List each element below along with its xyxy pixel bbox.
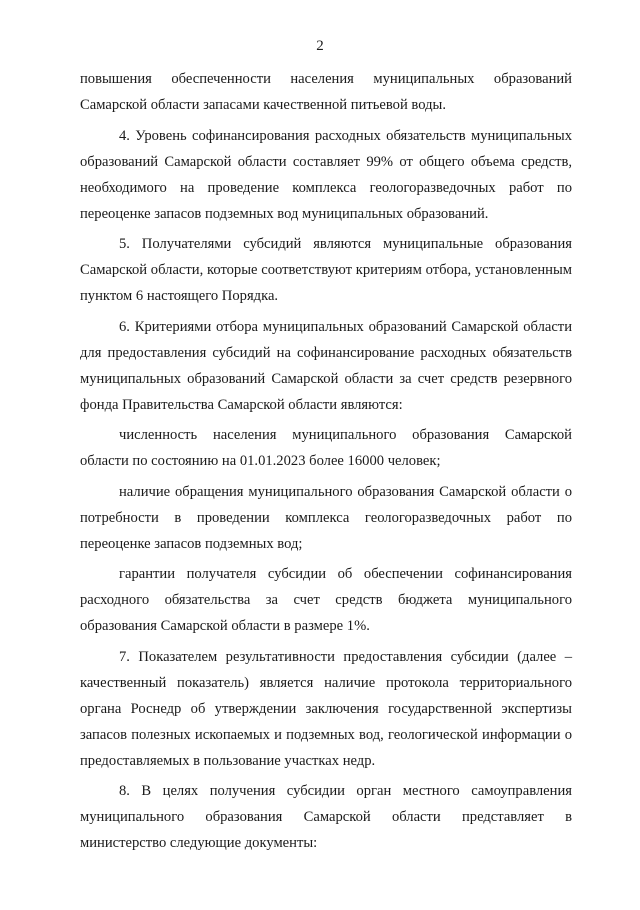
paragraph-continuation: повышения обеспеченности населения муниципальных образований Самарской области запасами качественной питьевой воды. (80, 71, 572, 113)
criterion-request: наличие обращения муниципального образования Самарской области о потребности в проведении комплекса геологоразведочных работ по переоценке запасов подземных вод; (80, 483, 572, 552)
criterion-guarantee: гарантии получателя субсидии об обеспечении софинансирования расходного обязательства за счет средств бюджета муниципального образования Самарской области в размере 1%. (80, 566, 572, 634)
paragraph-7: 7. Показателем результативности предоставления субсидии (далее – качественный показатель) является наличие протокола территориального органа Роснедр об утверждении заключения государственной экспертизы запасов полезных ископаемых и подземных вод, геологической информации о предоставляемых в пользование участках недр. (80, 648, 572, 769)
page-number: 2 (316, 38, 324, 54)
paragraph-6: 6. Критериями отбора муниципальных образований Самарской области для предоставления субсидий на софинансирование расходных обязательств муниципальных образований Самарской области за счет средств резервного фонда Правительства Самарской области являются: (80, 318, 572, 413)
paragraph-4: 4. Уровень софинансирования расходных обязательств муниципальных образований Самарской области составляет 99% от общего объема средств, необходимого на проведение комплекса геологоразведочных работ по переоценке запасов подземных вод муниципальных образований. (80, 127, 572, 222)
paragraph-5: 5. Получателями субсидий являются муниципальные образования Самарской области, которые соответствуют критериям отбора, установленным пунктом 6 настоящего Порядка. (80, 236, 572, 304)
paragraph-8: 8. В целях получения субсидии орган местного самоуправления муниципального образования Самарской области представляет в министерство следующие документы: (80, 783, 572, 851)
document-body (80, 66, 572, 861)
criterion-population: численность населения муниципального образования Самарской области по состоянию на 01.01.2023 более 16000 человек; (80, 427, 572, 469)
